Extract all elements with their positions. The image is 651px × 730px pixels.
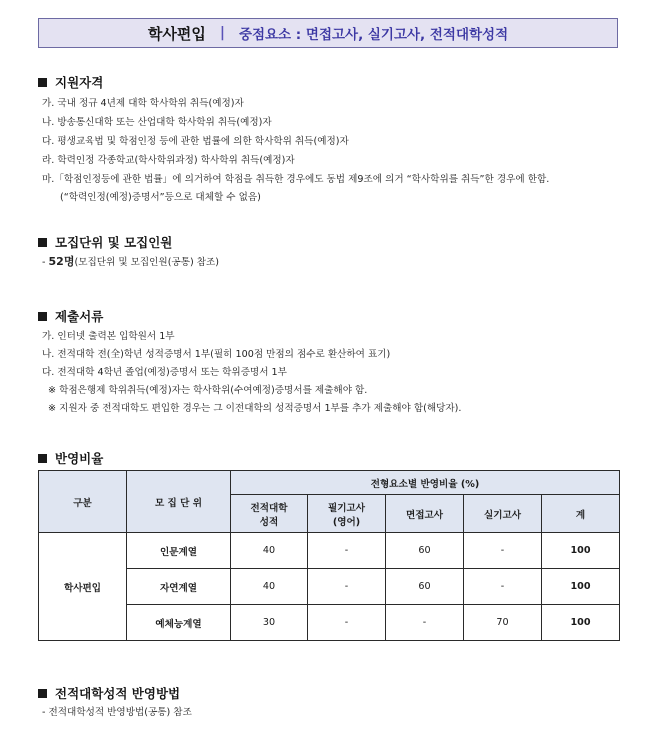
qualification-item: 다. 평생교육법 및 학점인정 등에 관한 법률에 의한 학사학위 취득(예정)자 (42, 136, 349, 147)
header-group: 전형요소별 반영비율 (%) (231, 471, 620, 495)
section-title-gpa-method: 전적대학성적 반영방법 (38, 684, 180, 702)
qualification-item: 마.「학점인정등에 관한 법률」에 의거하여 학점을 취득한 경우에도 동법 제9조에 의거 “학사학위를 취득”한 경우에 한함. (42, 174, 550, 185)
section-title-recruitment: 모집단위 및 모집인원 (38, 233, 172, 251)
header-interview: 면접고사 (386, 495, 464, 533)
square-bullet-icon (38, 454, 47, 463)
unit-cell: 예체능계열 (127, 605, 231, 641)
gpa-cell: 40 (231, 569, 308, 605)
section-title-ratio: 반영비율 (38, 449, 103, 467)
interview-cell: - (386, 605, 464, 641)
qualification-item: 나. 방송통신대학 또는 산업대학 학사학위 취득(예정)자 (42, 117, 272, 128)
qualification-item: 가. 국내 정규 4년제 대학 학사학위 취득(예정)자 (42, 98, 244, 109)
gpa-cell: 30 (231, 605, 308, 641)
total-cell: 100 (542, 569, 620, 605)
qualification-item: 라. 학력인정 각종학교(학사학위과정) 학사학위 취득(예정)자 (42, 155, 295, 166)
written-cell: - (308, 533, 386, 569)
header-practical: 실기고사 (464, 495, 542, 533)
square-bullet-icon (38, 312, 47, 321)
written-cell: - (308, 569, 386, 605)
square-bullet-icon (38, 238, 47, 247)
ratio-table (38, 470, 620, 641)
square-bullet-icon (38, 78, 47, 87)
page-title: 학사편입 (147, 24, 206, 43)
interview-cell: 60 (386, 569, 464, 605)
title-separator: | (219, 25, 225, 41)
practical-cell: - (464, 533, 542, 569)
document-item: 다. 전적대학 4학년 졸업(예정)증명서 또는 학위증명서 1부 (42, 367, 287, 378)
table-row (39, 605, 620, 641)
header-written: 필기고사 (영어) (308, 495, 386, 533)
gpa-cell: 40 (231, 533, 308, 569)
gpa-method-note: - 전적대학성적 반영방법(공통) 참조 (42, 707, 192, 718)
header-unit: 모 집 단 위 (127, 471, 231, 533)
recruitment-note: (모집단위 및 모집인원(공통) 참조) (74, 257, 220, 268)
practical-cell: - (464, 569, 542, 605)
unit-cell: 자연계열 (127, 569, 231, 605)
category-cell: 학사편입 (39, 533, 127, 641)
document-item: 가. 인터넷 출력본 입학원서 1부 (42, 331, 175, 342)
recruitment-line: - 52명(모집단위 및 모집인원(공통) 참조) (42, 255, 220, 268)
unit-cell: 인문계열 (127, 533, 231, 569)
section-title-documents: 제출서류 (38, 307, 103, 325)
practical-cell: 70 (464, 605, 542, 641)
table-header-row (39, 471, 620, 495)
qualification-note: (“학력인정(예정)증명서”등으로 대체할 수 없음) (60, 192, 261, 203)
document-note: ※ 학점은행제 학위취득(예정)자는 학사학위(수여예정)증명서를 제출해야 함. (48, 385, 368, 396)
document-item: 나. 전적대학 전(全)학년 성적증명서 1부(필히 100점 만점의 점수로 환산하여 표기) (42, 349, 391, 360)
header-total: 계 (542, 495, 620, 533)
recruitment-count: 52명 (48, 255, 75, 268)
interview-cell: 60 (386, 533, 464, 569)
page-header (38, 18, 618, 48)
table-row (39, 533, 620, 569)
page-subtitle: 중점요소 : 면접고사, 실기고사, 전적대학성적 (238, 27, 509, 43)
square-bullet-icon (38, 689, 47, 698)
header-category: 구분 (39, 471, 127, 533)
written-cell: - (308, 605, 386, 641)
document-note: ※ 지원자 중 전적대학도 편입한 경우는 그 이전대학의 성적증명서 1부를 추가 제출해야 함(해당자). (48, 403, 462, 414)
total-cell: 100 (542, 605, 620, 641)
total-cell: 100 (542, 533, 620, 569)
header-gpa: 전적대학 성적 (231, 495, 308, 533)
table-row (39, 569, 620, 605)
section-title-qualification: 지원자격 (38, 73, 103, 91)
